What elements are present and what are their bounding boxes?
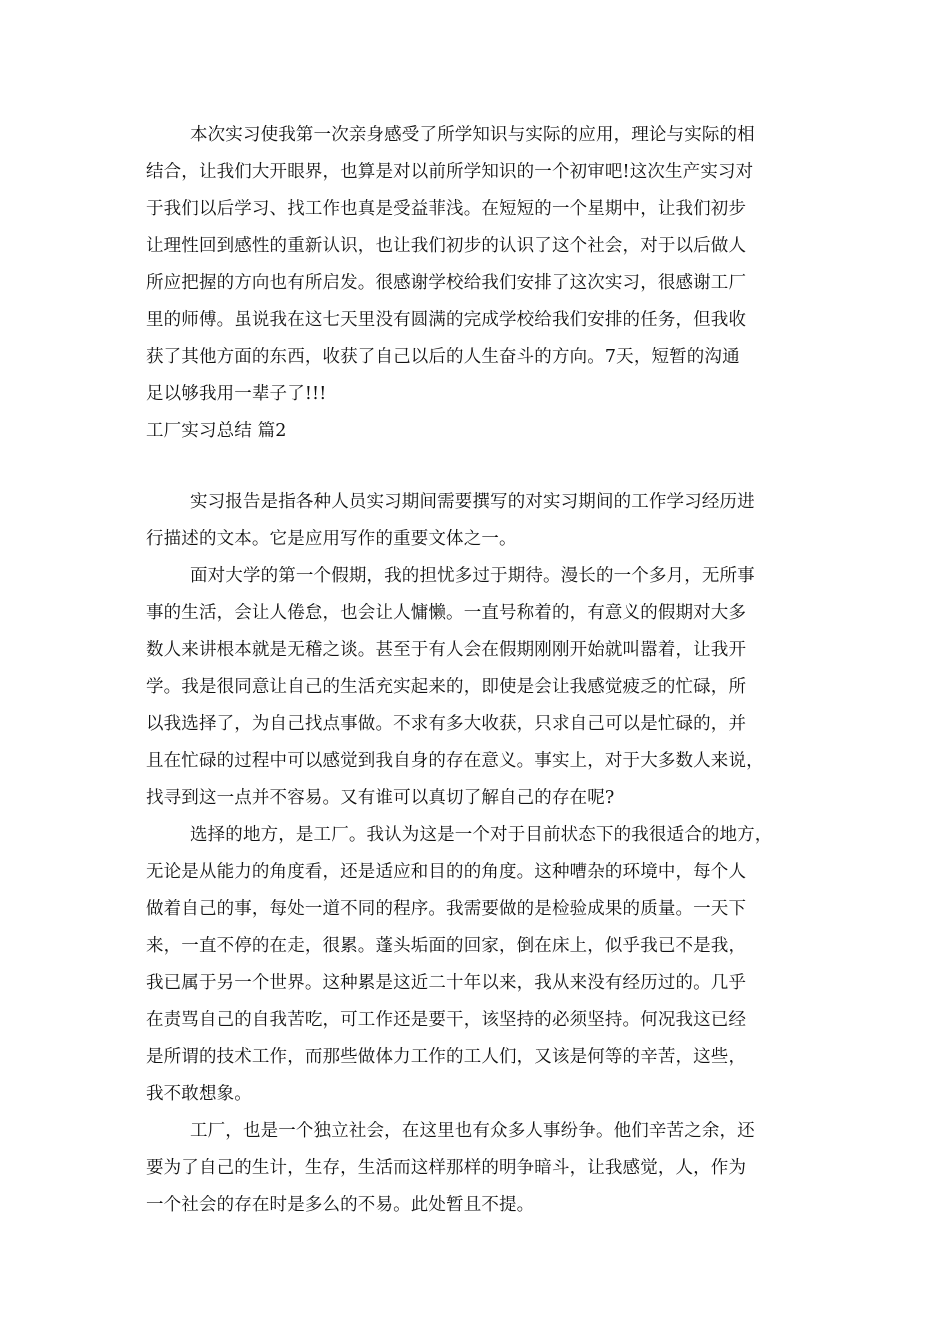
- paragraph-line: 来，一直不停的在走，很累。蓬头垢面的回家，倒在床上，似乎我已不是我，: [146, 936, 747, 956]
- paragraph-line: 要为了自己的生计，生存，生活而这样那样的明争暗斗，让我感觉，人，作为: [146, 1158, 747, 1178]
- paragraph-line: 本次实习使我第一次亲身感受了所学知识与实际的应用，理论与实际的相: [190, 125, 755, 145]
- paragraph-line: 我已属于另一个世界。这种累是这近二十年以来，我从来没有经历过的。几乎: [146, 973, 747, 993]
- paragraph-line: 做着自己的事，每处一道不同的程序。我需要做的是检验成果的质量。一天下: [146, 899, 747, 919]
- section-heading: 工厂实习总结 篇2: [146, 421, 287, 441]
- paragraph-line: 一个社会的存在时是多么的不易。此处暂且不提。: [146, 1195, 535, 1215]
- paragraph-line: 无论是从能力的角度看，还是适应和目的的角度。这种嘈杂的环境中，每个人: [146, 862, 747, 882]
- paragraph-line: 找寻到这一点并不容易。又有谁可以真切了解自己的存在呢?: [146, 788, 615, 808]
- paragraph-line: 数人来讲根本就是无稽之谈。甚至于有人会在假期刚刚开始就叫嚣着，让我开: [146, 640, 747, 660]
- paragraph-line: 事的生活，会让人倦怠，也会让人慵懒。一直号称着的，有意义的假期对大多: [146, 603, 747, 623]
- paragraph-line: 获了其他方面的东西，收获了自己以后的人生奋斗的方向。7天，短暂的沟通: [146, 347, 740, 367]
- paragraph-line: 面对大学的第一个假期，我的担忧多过于期待。漫长的一个多月，无所事: [190, 566, 755, 586]
- paragraph-line: 结合，让我们大开眼界，也算是对以前所学知识的一个初审吧!这次生产实习对: [146, 162, 754, 182]
- paragraph-line: 行描述的文本。它是应用写作的重要文体之一。: [146, 529, 517, 549]
- paragraph-line: 学。我是很同意让自己的生活充实起来的，即使是会让我感觉疲乏的忙碌，所: [146, 677, 747, 697]
- paragraph-line: 足以够我用一辈子了!!!: [146, 384, 327, 404]
- paragraph-line: 在责骂自己的自我苦吃，可工作还是要干，该坚持的必须坚持。何况我这已经: [146, 1010, 747, 1030]
- paragraph-line: 里的师傅。虽说我在这七天里没有圆满的完成学校给我们安排的任务，但我收: [146, 310, 747, 330]
- paragraph-line: 于我们以后学习、找工作也真是受益菲浅。在短短的一个星期中，让我们初步: [146, 199, 747, 219]
- paragraph-line: 是所谓的技术工作，而那些做体力工作的工人们，又该是何等的辛苦，这些，: [146, 1047, 747, 1067]
- paragraph-line: 工厂，也是一个独立社会，在这里也有众多人事纷争。他们辛苦之余，还: [190, 1121, 755, 1141]
- paragraph-line: 我不敢想象。: [146, 1084, 252, 1104]
- paragraph-line: 选择的地方，是工厂。我认为这是一个对于目前状态下的我很适合的地方，: [190, 825, 773, 845]
- paragraph-line: 实习报告是指各种人员实习期间需要撰写的对实习期间的工作学习经历进: [190, 492, 755, 512]
- paragraph-line: 且在忙碌的过程中可以感觉到我自身的存在意义。事实上，对于大多数人来说，: [146, 751, 764, 771]
- paragraph-line: 以我选择了，为自己找点事做。不求有多大收获，只求自己可以是忙碌的，并: [146, 714, 747, 734]
- paragraph-line: 所应把握的方向也有所启发。很感谢学校给我们安排了这次实习，很感谢工厂: [146, 273, 747, 293]
- paragraph-line: 让理性回到感性的重新认识，也让我们初步的认识了这个社会，对于以后做人: [146, 236, 747, 256]
